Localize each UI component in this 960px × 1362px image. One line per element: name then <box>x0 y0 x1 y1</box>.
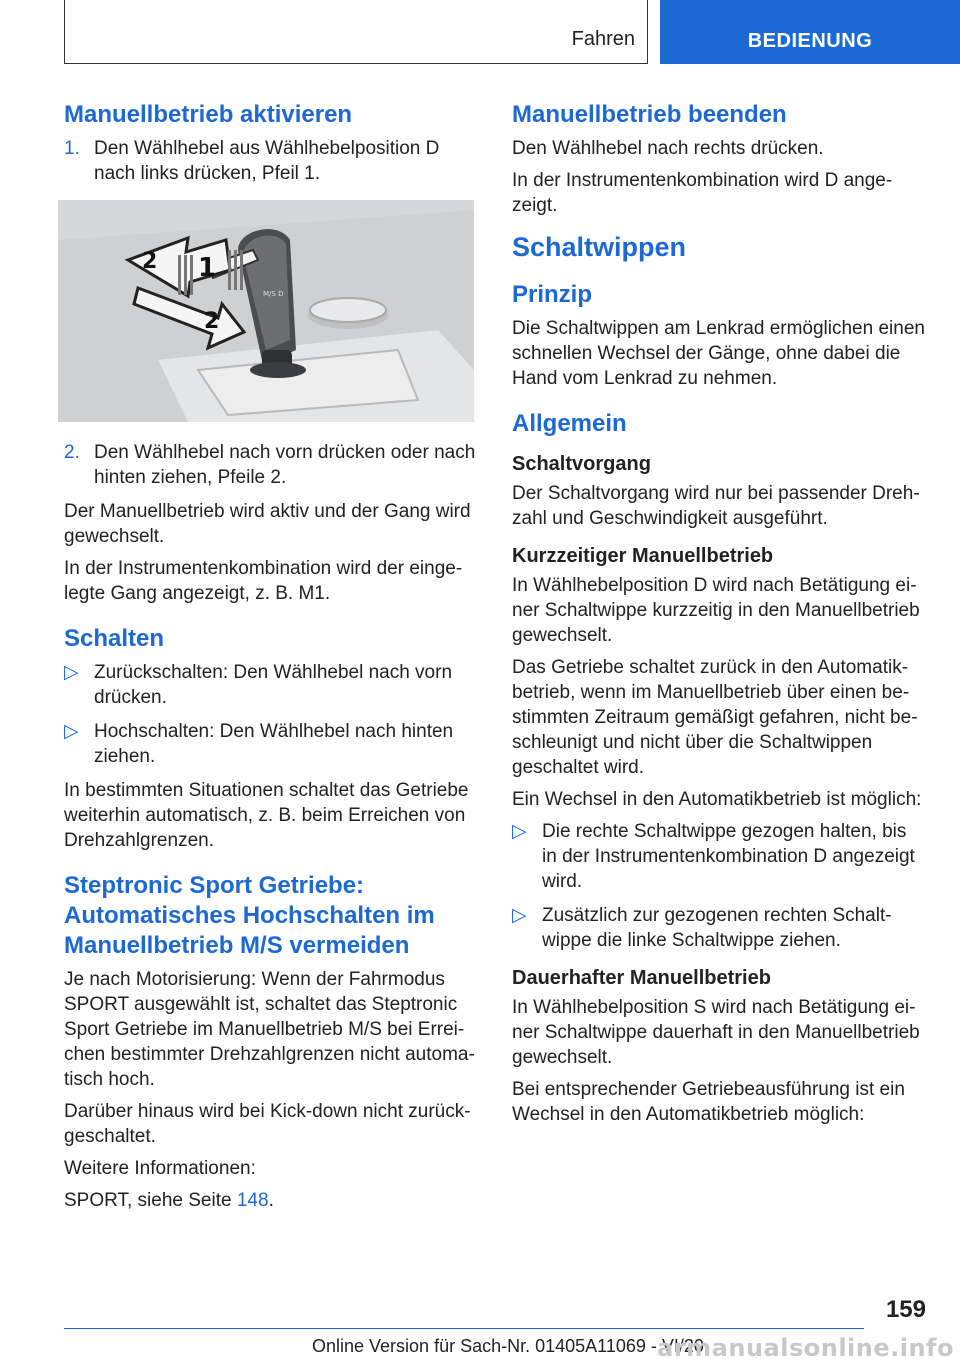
heading-shift: Schalten <box>64 625 165 652</box>
paragraph: Ein Wechsel in den Automatikbetrieb ist möglich: <box>512 789 922 810</box>
reference-suffix: . <box>268 1190 274 1211</box>
page-link-148[interactable]: 148 <box>236 1190 269 1211</box>
subheading-short-manual: Kurzzeitiger Manuellbetrieb <box>512 545 774 567</box>
paragraph: In bestimmten Situationen schaltet das Getriebe weiterhin automatisch, z. B. beim Erreichen von Drehzahlgrenzen. <box>64 780 469 851</box>
paragraph: Den Wählhebel nach rechts drücken. <box>512 138 824 159</box>
subheading-permanent-manual: Dauerhafter Manuellbetrieb <box>512 967 771 989</box>
bullet-triangle-icon: ▷ <box>512 905 527 926</box>
bullet-text: Die rechte Schaltwippe gezogen halten, bis in der Instrumentenkombination D angezeigt wird. <box>542 821 915 892</box>
paragraph: In Wählhebelposition D wird nach Betätigung einer Schaltwippe kurzzeitig in den Manuellbetrieb gewechselt. <box>512 575 920 646</box>
heading-end-manual: Manuellbetrieb beenden <box>512 101 787 128</box>
subheading-shift-process: Schaltvorgang <box>512 453 651 475</box>
heading-activate-manual: Manuellbetrieb aktivieren <box>64 101 353 128</box>
step-number: 1. <box>64 138 80 159</box>
step-item <box>64 136 478 186</box>
footer-online-version: Online Version für Sach-Nr. 01405A11069 - VI/20 <box>312 1336 704 1356</box>
bullet-triangle-icon: ▷ <box>64 721 79 742</box>
bullet-triangle-icon: ▷ <box>512 821 527 842</box>
bullet-item <box>512 819 926 894</box>
reference-text: SPORT, siehe Seite <box>64 1190 237 1211</box>
step-text: Den Wählhebel aus Wählhebelposition D nach links drücken, Pfeil 1. <box>94 138 440 184</box>
header-chapter-title: BEDIENUNG <box>747 30 873 52</box>
watermark: armanualsonline.info <box>657 1334 954 1362</box>
header-chapter-tab <box>660 0 960 64</box>
bullet-text: Zusätzlich zur gezogenen rechten Schaltwippe die linke Schaltwippe ziehen. <box>542 905 892 951</box>
paragraph: In der Instrumentenkombination wird der eingelegte Gang angezeigt, z. B. M1. <box>64 558 463 604</box>
paragraph: Die Schaltwippen am Lenkrad ermöglichen einen schnellen Wechsel der Gänge, ohne dabei die Hand vom Lenkrad zu nehmen. <box>512 318 925 389</box>
heading-principle: Prinzip <box>512 281 593 308</box>
page-number: 159 <box>885 1296 926 1323</box>
paragraph: Bei entsprechender Getriebeausführung ist ein Wechsel in den Automatikbetrieb möglich: <box>512 1079 905 1125</box>
heading-steptronic: Steptronic Sport Getriebe: Automatisches Hochschalten im Manuellbetrieb M/S vermeiden <box>64 872 435 959</box>
paragraph-sport-reference <box>64 1188 478 1213</box>
paragraph: Darüber hinaus wird bei Kick-down nicht zurückgeschaltet. <box>64 1101 471 1147</box>
arrow-label-2-upper: 2 <box>142 249 158 274</box>
paragraph: In der Instrumentenkombination wird D angezeigt. <box>512 170 893 216</box>
bullet-text: Zurückschalten: Den Wählhebel nach vorn drücken. <box>94 662 453 708</box>
bullet-item <box>64 660 478 710</box>
bullet-item <box>512 903 926 953</box>
left-column <box>64 100 478 1220</box>
heading-general: Allgemein <box>512 410 627 437</box>
arrow-label-1: 1 <box>198 253 217 283</box>
gear-position-labels: M/S D <box>263 290 284 298</box>
paragraph: In Wählhebelposition S wird nach Betätigung einer Schaltwippe dauerhaft in den Manuellbetrieb gewechselt. <box>512 997 920 1068</box>
step-item <box>64 440 478 490</box>
paragraph: Je nach Motorisierung: Wenn der Fahrmodus SPORT ausgewählt ist, schaltet das Steptronic Sport Getriebe im Manuellbetrieb M/S bei Erreichen bestimmter Drehzahlgrenzen nicht automatisch hoch. <box>64 969 475 1090</box>
paragraph: Weitere Informationen: <box>64 1158 256 1179</box>
gear-selector-figure <box>58 200 474 422</box>
bullet-text: Hochschalten: Den Wählhebel nach hinten ziehen. <box>94 721 454 767</box>
arrow-label-2-lower: 2 <box>204 309 220 334</box>
bullet-item <box>64 719 478 769</box>
header-section-title: Fahren <box>571 28 635 50</box>
step-number: 2. <box>64 442 80 463</box>
bullet-triangle-icon: ▷ <box>64 662 79 683</box>
paragraph: Der Schaltvorgang wird nur bei passender Drehzahl und Geschwindigkeit ausgeführt. <box>512 483 920 529</box>
gear-selector-illustration <box>58 200 474 422</box>
step-text: Den Wählhebel nach vorn drücken oder nach hinten ziehen, Pfeile 2. <box>94 442 476 488</box>
heading-paddles: Schaltwippen <box>512 232 687 262</box>
paragraph: Der Manuellbetrieb wird aktiv und der Gang wird gewechselt. <box>64 501 471 547</box>
paragraph: Das Getriebe schaltet zurück in den Automatikbetrieb, wenn im Manuellbetrieb über einen bestimmten Zeitraum gemäßigt gefahren, nicht beschleunigt und nicht über die Schaltwippen geschaltet wird. <box>512 657 918 778</box>
footer-divider <box>64 1328 864 1329</box>
header-section-box <box>64 0 648 64</box>
right-column <box>512 100 926 1134</box>
